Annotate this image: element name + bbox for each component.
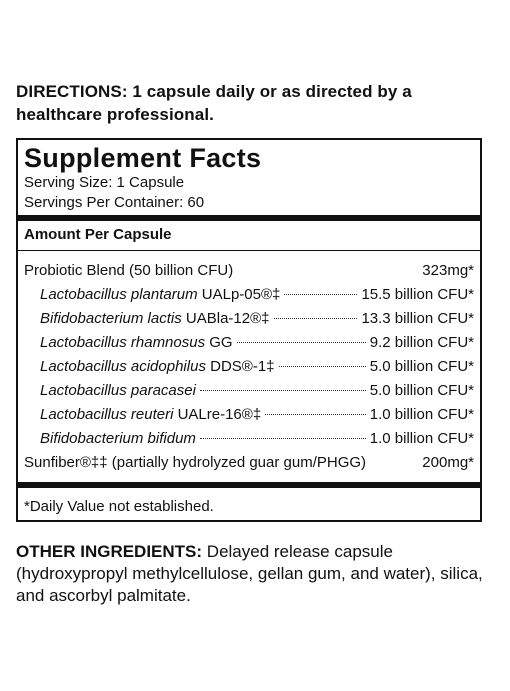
ingredient-name [40, 428, 196, 450]
ingredient-name [40, 284, 280, 306]
daily-value-footnote: *Daily Value not established. [24, 498, 214, 515]
ingredient-row [40, 428, 474, 450]
ingredient-row [40, 356, 474, 378]
ingredient-row [40, 308, 474, 330]
strain-species: Lactobacillus plantarum [40, 286, 198, 303]
ingredient-amount: 13.3 billion CFU* [361, 310, 474, 327]
serving-size: Serving Size: 1 Capsule [24, 174, 185, 191]
strain-species: Lactobacillus reuteri [40, 406, 174, 423]
ingredient-amount: 1.0 billion CFU* [369, 430, 474, 447]
strain-species: Bifidobacterium lactis [40, 310, 182, 327]
supplement-facts-panel [16, 138, 482, 522]
ingredient-amount: 5.0 billion CFU* [369, 382, 474, 399]
ingredient-row [40, 380, 474, 402]
divider-bar [18, 482, 480, 488]
strain-code: DDS®-1‡ [205, 358, 275, 375]
strain-code: UALp-05®‡ [197, 286, 281, 303]
dot-leader [274, 318, 358, 319]
ingredient-name-text: Sunfiber®‡‡ (partially hydrolyzed guar gum/PHGG) [24, 454, 367, 471]
strain-code: UABla-12®‡ [181, 310, 270, 327]
dot-leader [284, 294, 357, 295]
ingredient-amount: 200mg* [422, 454, 474, 471]
other-ingredients-label: OTHER INGREDIENTS: [16, 542, 203, 561]
other-ingredients [16, 541, 486, 607]
ingredient-amount: 1.0 billion CFU* [369, 406, 474, 423]
servings-per-container: Servings Per Container: 60 [24, 194, 205, 211]
divider-line [18, 250, 480, 251]
ingredient-amount: 15.5 billion CFU* [361, 286, 474, 303]
directions-text: DIRECTIONS: 1 capsule daily or as directed by a healthcare professional. [16, 82, 412, 124]
ingredient-amount: 9.2 billion CFU* [369, 334, 474, 351]
dot-leader [200, 390, 366, 391]
dot-leader [200, 438, 366, 439]
ingredient-amount: 323mg* [422, 262, 474, 279]
strain-code: GG [205, 334, 233, 351]
other-ingredients-text: Delayed release capsule (hydroxypropyl methylcellulose, gellan gum, and water), silica, and ascorbyl palmitate. [16, 542, 483, 605]
facts-title: Supplement Facts [24, 143, 262, 173]
strain-code: UALre-16®‡ [173, 406, 262, 423]
ingredient-name-text: Probiotic Blend (50 billion CFU) [24, 262, 234, 279]
ingredient-name [40, 332, 233, 354]
ingredient-name [24, 452, 366, 474]
dot-leader [265, 414, 366, 415]
ingredient-row [40, 404, 474, 426]
dot-leader [279, 366, 366, 367]
strain-species: Lactobacillus paracasei [40, 382, 196, 399]
strain-species: Bifidobacterium bifidum [40, 430, 196, 447]
ingredient-name [40, 404, 261, 426]
ingredient-row [24, 260, 474, 282]
divider-bar [18, 215, 480, 221]
ingredient-name [40, 380, 196, 402]
ingredient-name [40, 308, 270, 330]
strain-species: Lactobacillus acidophilus [40, 358, 206, 375]
ingredient-amount: 5.0 billion CFU* [369, 358, 474, 375]
dot-leader [237, 342, 366, 343]
ingredient-name [40, 356, 275, 378]
ingredient-row [40, 332, 474, 354]
amount-per-capsule-header: Amount Per Capsule [24, 226, 172, 243]
ingredient-row [24, 452, 474, 474]
ingredient-name [24, 260, 233, 282]
ingredient-row [40, 284, 474, 306]
strain-species: Lactobacillus rhamnosus [40, 334, 206, 351]
